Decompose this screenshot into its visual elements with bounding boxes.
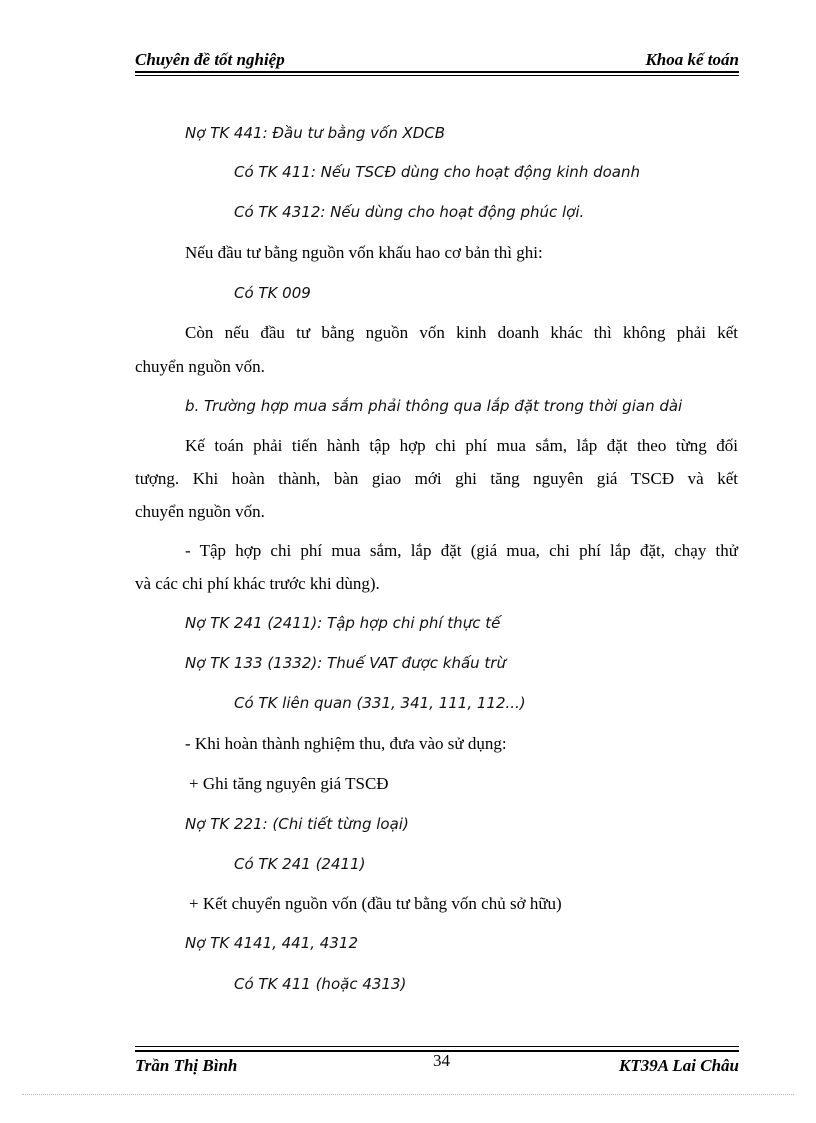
entry-credit: Có TK 009 [234,284,311,302]
paragraph-line: - Khi hoàn thành nghiệm thu, đưa vào sử dụng: [185,734,507,753]
paragraph-line: + Ghi tăng nguyên giá TSCĐ [189,774,389,793]
paragraph-line: + Kết chuyển nguồn vốn (đầu tư bằng vốn chủ sở hữu) [189,894,562,913]
entry-credit: Có TK 241 (2411) [234,855,366,873]
header-rule [135,71,739,73]
entry-debit: Nợ TK 241 (2411): Tập hợp chi phí thực tế [185,614,501,632]
entry-credit: Có TK 411 (hoặc 4313) [234,975,407,993]
section-heading: b. Trường hợp mua sắm phải thông qua lắp đặt trong thời gian dài [185,397,683,415]
entry-debit: Nợ TK 441: Đầu tư bằng vốn XDCB [185,124,446,142]
page-edge-divider [22,1094,794,1095]
paragraph-line: và các chi phí khác trước khi dùng). [135,574,380,593]
paragraph-line: Nếu đầu tư bằng nguồn vốn khấu hao cơ bản thì ghi: [185,243,543,262]
page-header [135,46,739,72]
footer-rule-thin [135,1046,739,1047]
entry-credit: Có TK liên quan (331, 341, 111, 112...) [234,694,526,712]
page-footer [135,1046,739,1076]
entry-debit: Nợ TK 133 (1332): Thuế VAT được khấu trừ [185,654,506,672]
paragraph-line: Kế toán phải tiến hành tập hợp chi phí mua sắm, lắp đặt theo từng đối [185,436,738,455]
paragraph-line: - Tập hợp chi phí mua sắm, lắp đặt (giá mua, chi phí lắp đặt, chạy thử [185,541,738,560]
paragraph-line: tượng. Khi hoàn thành, bàn giao mới ghi tăng nguyên giá TSCĐ và kết [135,469,738,488]
header-rule-thin [135,75,739,76]
footer-author: Trần Thị Bình [135,1056,238,1075]
footer-class: KT39A Lai Châu [619,1056,739,1075]
paragraph-line: chuyển nguồn vốn. [135,357,265,376]
paragraph-line: Còn nếu đầu tư bằng nguồn vốn kinh doanh khác thì không phải kết [185,323,738,342]
page-number: 34 [433,1051,450,1070]
entry-debit: Nợ TK 4141, 441, 4312 [185,934,358,952]
paragraph-line: chuyển nguồn vốn. [135,502,265,521]
entry-credit: Có TK 411: Nếu TSCĐ dùng cho hoạt động kinh doanh [234,163,640,181]
entry-debit: Nợ TK 221: (Chi tiết từng loại) [185,815,409,833]
entry-credit: Có TK 4312: Nếu dùng cho hoạt động phúc lợi. [234,203,585,221]
header-department: Khoa kế toán [645,50,739,69]
header-title: Chuyên đề tốt nghiệp [135,50,285,69]
